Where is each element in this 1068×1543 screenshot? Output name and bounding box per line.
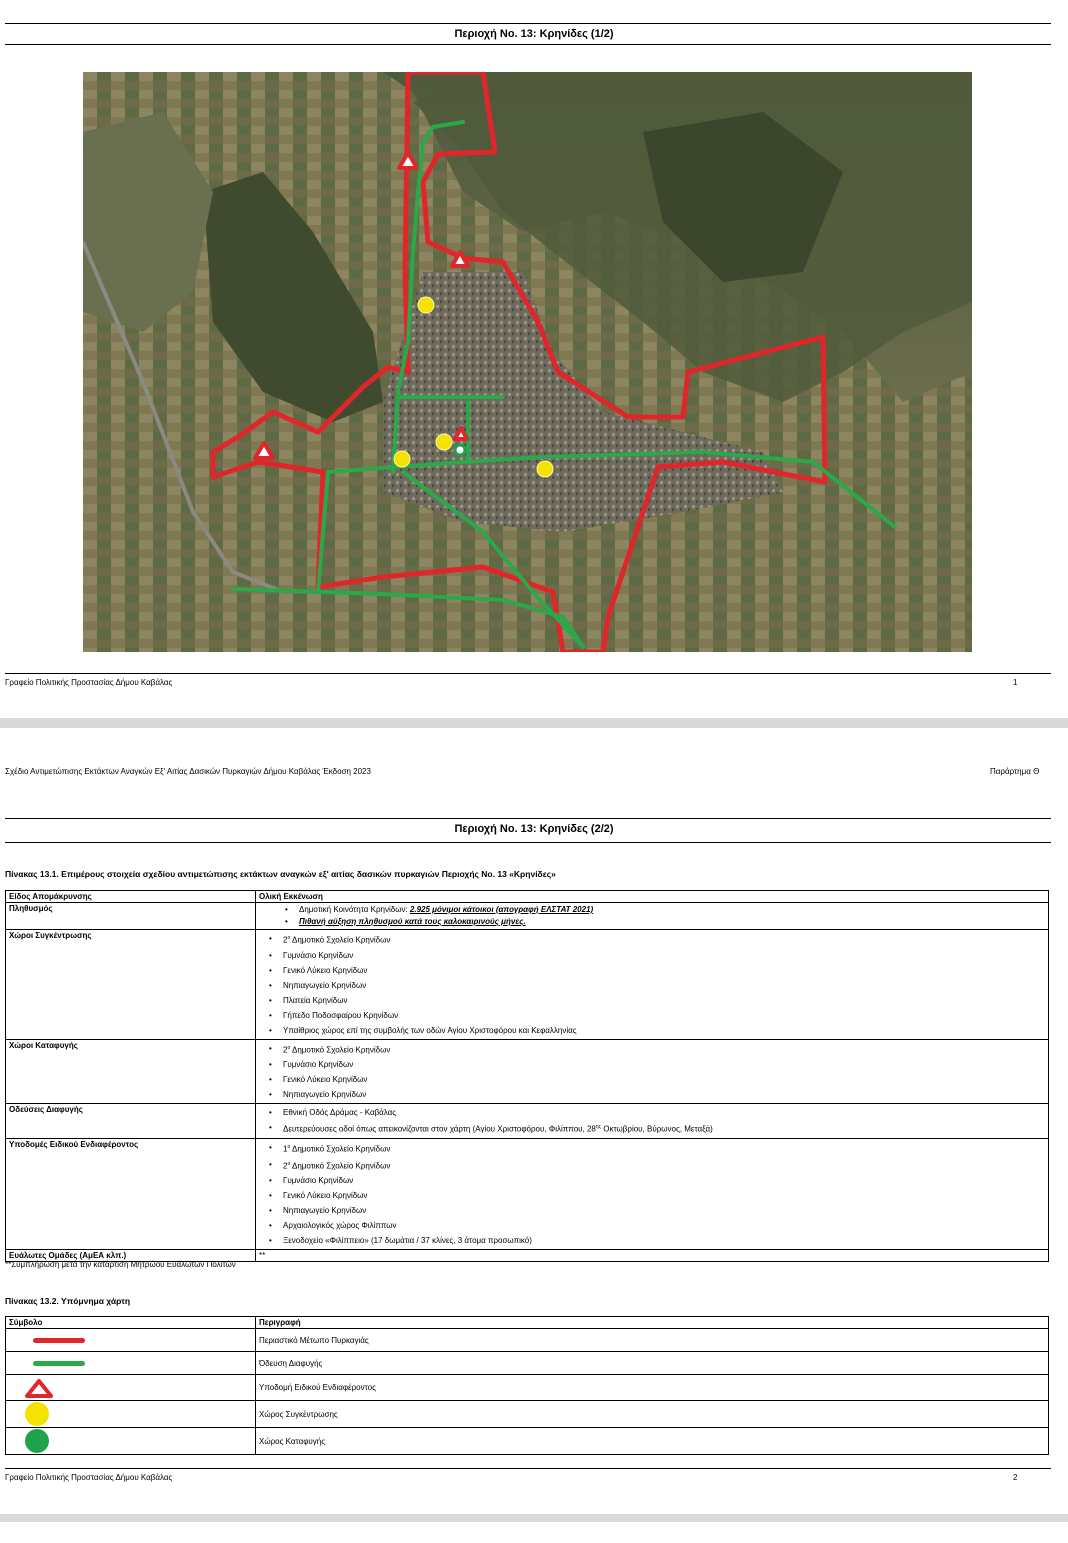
legend-table (5, 1316, 1049, 1455)
green-line-icon (33, 1361, 85, 1366)
vulnerable-label: Ευάλωτες Ομάδες (ΑμΕΑ κλπ.) (6, 1250, 256, 1262)
list-item: • Γενικό Λύκειο Κρηνίδων (269, 963, 1045, 978)
appendix-label: Παράρτημα Θ (990, 767, 1040, 776)
top-rule (5, 818, 1051, 819)
red-triangle-icon (19, 1377, 59, 1399)
list-item: • Εθνική Οδός Δράμας - Καβάλας (269, 1105, 1045, 1120)
legend-description: Περιαστικό Μέτωπο Πυρκαγιάς (256, 1329, 1049, 1352)
population-list (285, 904, 1045, 928)
area-map (83, 72, 972, 652)
top-rule (5, 23, 1051, 24)
table-header-cell: Σύμβολο (6, 1317, 256, 1329)
document-header: Σχέδιο Αντιμετώπισης Εκτάκτων Αναγκών Εξ' Αιτίας Δασικών Πυρκαγιών Δήμου Καβάλας Έκδοση 2023 (5, 767, 371, 776)
list-item: • Γενικό Λύκειο Κρηνίδων (269, 1188, 1045, 1203)
assembly-label: Χώροι Συγκέντρωσης (6, 930, 256, 1040)
list-item: • Υπαίθριος χώρος επί της συμβολής των οδών Αγίου Χριστοφόρου και Κεφαλληνίας (269, 1023, 1045, 1038)
table-header-cell: Είδος Απομάκρυνσης (6, 891, 256, 903)
list-item (285, 916, 1045, 928)
infrastructure-label: Υποδομές Ειδικού Ενδιαφέροντος (6, 1138, 256, 1249)
vulnerable-value: ** (256, 1250, 1049, 1262)
page-title: Περιοχή Νο. 13: Κρηνίδες (1/2) (454, 28, 614, 40)
table-row (6, 930, 1049, 1040)
list-item: • Γυμνάσιο Κρηνίδων (269, 1173, 1045, 1188)
table-row (6, 903, 1049, 930)
table-row (6, 1375, 1049, 1401)
legend-description: Υποδομή Ειδικού Ενδιαφέροντος (256, 1375, 1049, 1401)
list-item: • Γήπεδο Ποδοσφαίρου Κρηνίδων (269, 1008, 1045, 1023)
table1-caption: Πίνακας 13.1. Επιμέρους στοιχεία σχεδίου αντιμετώπισης εκτάκτων αναγκών εξ' αιτίας δασικών πυρκαγιών Περιοχής Νο. 13 «Κρηνίδες» (5, 869, 556, 879)
list-item: • Γενικό Λύκειο Κρηνίδων (269, 1072, 1045, 1087)
list-item: • $1^o$ Δημοτικό Σχολείο Κρηνίδων (269, 1140, 1045, 1157)
page-title: Περιοχή Νο. 13: Κρηνίδες (2/2) (454, 823, 614, 835)
table-row (6, 1329, 1049, 1352)
list-item: • Δημοτική Κοινότητα Κρηνίδων: 2.925 μόνιμοι κάτοικοι (απογραφή ΕΛΣΤΑΤ 2021) (285, 904, 1045, 916)
table-row (6, 1138, 1049, 1249)
shelter-list (269, 1041, 1045, 1103)
page1-number: 1 (1013, 678, 1018, 687)
page-separator (0, 718, 1068, 728)
table-header-row (6, 891, 1049, 903)
list-item: • $2^o$ Δημοτικό Σχολείο Κρηνίδων (269, 931, 1045, 948)
table2-caption: Πίνακας 13.2. Υπόμνημα χάρτη (5, 1296, 131, 1306)
list-item: • Γυμνάσιο Κρηνίδων (269, 948, 1045, 963)
red-line-icon (33, 1338, 85, 1343)
table-header-cell: Περιγραφή (256, 1317, 1049, 1329)
table-row (6, 1352, 1049, 1375)
table-header-cell: Ολική Εκκένωση (256, 891, 1049, 903)
table-row (6, 1104, 1049, 1139)
table-row (6, 1428, 1049, 1455)
list-item: • Νηπιαγωγείο Κρηνίδων (269, 1203, 1045, 1218)
escape-label: Οδεύσεις Διαφυγής (6, 1104, 256, 1139)
green-circle-icon (25, 1429, 49, 1453)
list-item: • Δευτερεύουσες οδοί όπως απεικονίζονται στον χάρτη (Αγίου Χριστοφόρου, Φιλίππου, $28^{\eta\varsigma}$ Οκτωβρίου, Βύρωνος, Μεταξά) (269, 1120, 1045, 1137)
escape-list (269, 1105, 1045, 1137)
table-header-row (6, 1317, 1049, 1329)
list-item: • $2^o$ Δημοτικό Σχολείο Κρηνίδων (269, 1041, 1045, 1058)
table-row (6, 1039, 1049, 1104)
table-row (6, 1401, 1049, 1428)
population-label: Πληθυσμός (6, 903, 256, 930)
title-rule (5, 842, 1051, 843)
yellow-circle-icon (25, 1402, 49, 1426)
page1-footer: Γραφείο Πολιτικής Προστασίας Δήμου Καβάλας (5, 678, 173, 687)
list-item: • Αρχαιολογικός χώρος Φιλίππων (269, 1218, 1045, 1233)
footer-rule (5, 1468, 1051, 1469)
evacuation-table (5, 890, 1049, 1262)
population-note: Πιθανή αύξηση πληθυσμού κατά τους καλοκαιρινούς μήνες. (299, 917, 526, 926)
page-separator (0, 1514, 1068, 1522)
population-value: 2.925 μόνιμοι κάτοικοι (απογραφή ΕΛΣΤΑΤ 2021) (409, 905, 594, 914)
assembly-list (269, 931, 1045, 1038)
page2-number: 2 (1013, 1473, 1018, 1482)
legend-description: Χώρος Συγκέντρωσης (256, 1401, 1049, 1428)
list-item: • Πλατεία Κρηνίδων (269, 993, 1045, 1008)
page2-footer: Γραφείο Πολιτικής Προστασίας Δήμου Καβάλας (5, 1473, 173, 1482)
legend-description: Χώρος Καταφυγής (256, 1428, 1049, 1455)
list-item: • Ξενοδοχείο «Φιλίππειο» (17 δωμάτια / 37 κλίνες, 3 άτομα προσωπικό) (269, 1233, 1045, 1248)
list-item: • Γυμνάσιο Κρηνίδων (269, 1057, 1045, 1072)
title-rule (5, 44, 1051, 45)
legend-description: Όδευση Διαφυγής (256, 1352, 1049, 1375)
list-item: • Νηπιαγωγείο Κρηνίδων (269, 1087, 1045, 1102)
footer-rule (5, 673, 1051, 674)
list-item: • Νηπιαγωγείο Κρηνίδων (269, 978, 1045, 993)
satellite-map-image (83, 72, 972, 652)
infrastructure-list (269, 1140, 1045, 1248)
list-item: • $2^o$ Δημοτικό Σχολείο Κρηνίδων (269, 1157, 1045, 1174)
shelter-label: Χώροι Καταφυγής (6, 1039, 256, 1104)
footnote: **Συμπλήρωση μετά την κατάρτιση Μητρώου Ευάλωτων Πολιτών (5, 1260, 236, 1269)
